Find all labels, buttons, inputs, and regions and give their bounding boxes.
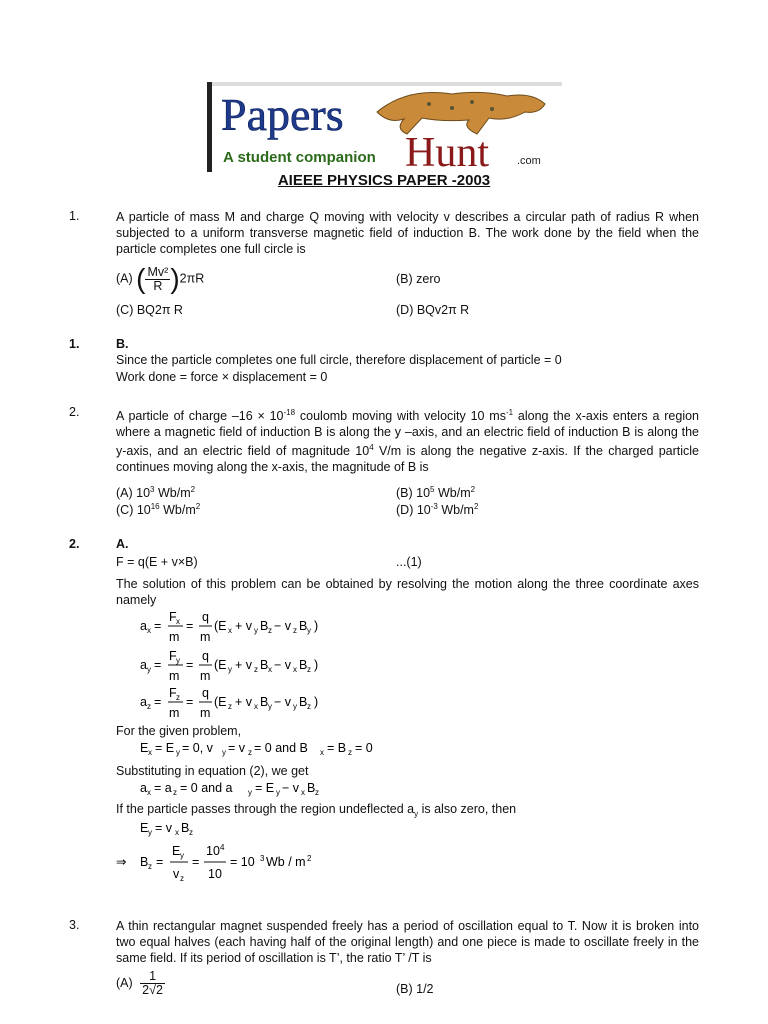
logo-word-hunt: Hunt [405, 130, 489, 172]
answer-2-paragraph: The solution of this problem can be obtained by resolving the motion along the three coordinate axes namely [116, 577, 699, 607]
equation-force: F = q(E + v×B) [116, 555, 198, 569]
q3-option-a: (A) $\frac{1}{2√2}$ [116, 969, 163, 997]
question-1-text: A particle of mass M and charge Q moving with velocity v describes a circular path of radius R when subjected to a uniform transverse magnetic field of induction B. The work done by the field when the particle completes one full circle is [116, 210, 699, 256]
q2-option-a: (A) $10^3$ $Wb/m^2$ [116, 485, 196, 501]
answer-number: 2. [69, 537, 80, 551]
equation-ay [140, 649, 370, 686]
answer-1-line2: Work done = force × displacement = 0 [116, 370, 328, 384]
answer-1-key: B. [116, 337, 129, 351]
undeflected-line: If the particle passes through the region undeflected $a_y$ is also zero, then [116, 802, 517, 819]
answer-number: 1. [69, 337, 80, 351]
svg-text:ax= az= 0 and ay= Ey− vxBz: ax = az = 0 and a y = E y − v x Bz [140, 781, 319, 797]
papershunt-logo [207, 82, 562, 172]
question-3-text: A thin rectangular magnet suspended freely has a period of oscillation equal to T. Now it is broken into two equal halves (each having half of the original length) and one piece is made to oscillate freely in the same field. If its period of oscillation is T’, the ratio T’ /T is [116, 919, 699, 965]
logo-word-papers: Papers [221, 89, 344, 140]
svg-text:⇒ Bz= Ey vz =: ⇒ Bz = Ey vz = 104 10 = 10 3 Wb / m2 [116, 843, 312, 882]
svg-text:ay= Fy m = q: ay = Fy m = q m (E y + v z Bx − v x Bz ) [140, 649, 319, 683]
question-number: 2. [69, 405, 80, 419]
logo-suffix: .com [517, 155, 541, 167]
question-2-text: A particle of charge $-16 \times 10^{-18}$ coulomb moving with velocity 10 $ms^{-1}$ along the x-axis enters a region where a magnetic field of induction B is along the y –axis, and an electric field of induction B is along the y-axis, and an electric field of magnitude $10^4$ V/m is along the negative z-axis. If the charged particle continues moving along the x-axis, the magnitude of B is [116, 408, 699, 475]
svg-text:ax= Fx m = q: ax = Fx m = q m (E x + v y Bz − v z By ) [140, 610, 319, 644]
question-number: 3. [69, 918, 80, 932]
q3-option-b: (B) 1/2 [396, 982, 434, 996]
equation-bz [116, 842, 376, 885]
svg-text:az= Fz m = q: az = Fz m = q m (E z + v x By − v y Bz ) [140, 686, 319, 720]
q1-option-c: (C) BQ2π R [116, 303, 183, 317]
answer-2-key: A. [116, 537, 129, 551]
page-title: AIEEE PHYSICS PAPER -2003 [277, 172, 491, 189]
given-label: For the given problem, [116, 724, 242, 738]
equation-ref: ...(1) [396, 555, 422, 569]
logo-tagline: A student companion [223, 149, 376, 166]
q1-option-d: (D) BQv2π R [396, 303, 470, 317]
answer-1-line1: Since the particle completes one full circle, therefore displacement of particle = 0 [116, 353, 562, 367]
svg-text:Ex= Ey= 0, vy= vz= 0 and Bx: Ex = E y = 0, v y = v z = 0 and B x = B z = 0 [140, 741, 373, 757]
q1-option-a: (A) ( $\frac{\text{Mv²}}{R}$ )2πR [116, 263, 205, 294]
equation-az [140, 686, 370, 723]
q2-option-d: (D) $10^{-3}$ $Wb/m^2$ [396, 502, 479, 518]
equation-ax-az [140, 778, 380, 801]
q1-option-b: (B) zero [396, 272, 441, 286]
question-number: 1. [69, 209, 80, 223]
q2-option-c: (C) $10^{16}$ $Wb/m^2$ [116, 502, 201, 518]
equation-ey [140, 818, 260, 841]
q2-option-b: (B) $10^5$ $Wb/m^2$ [396, 485, 476, 501]
substituting-label: Substituting in equation (2), we get [116, 764, 309, 778]
equation-ax [140, 610, 370, 647]
svg-text:Ey= vxBz: Ey = v x Bz [140, 821, 193, 837]
equation-given [140, 738, 400, 761]
